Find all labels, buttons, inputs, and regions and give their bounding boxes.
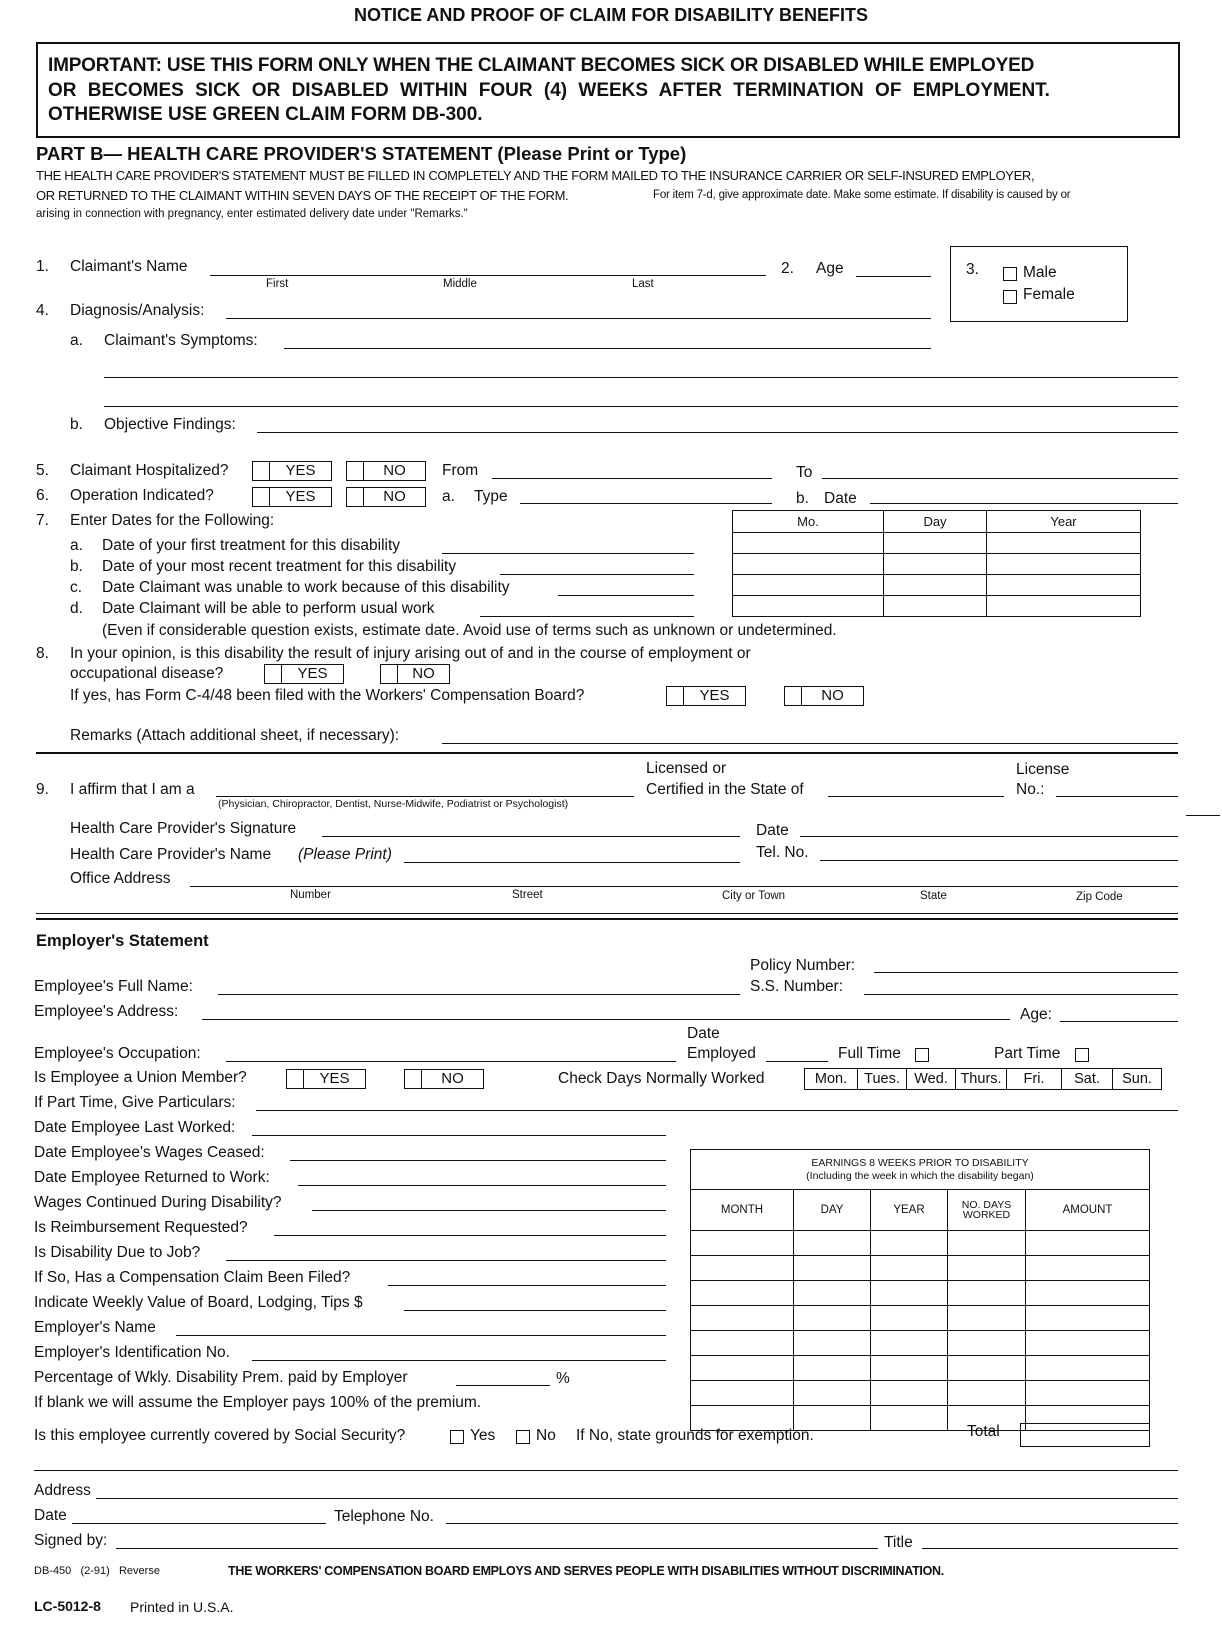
- male-label: Male: [1023, 264, 1057, 281]
- female-label: Female: [1023, 286, 1075, 303]
- margin-mark: [1186, 815, 1220, 816]
- earn-cell[interactable]: [794, 1356, 871, 1381]
- license-label: License: [1016, 761, 1070, 778]
- q7d-field[interactable]: [480, 616, 694, 617]
- employed-label: Employed: [687, 1045, 756, 1062]
- dates-label: Enter Dates for the Following:: [70, 512, 275, 529]
- date-cell[interactable]: [987, 554, 1141, 575]
- earn-cell[interactable]: [794, 1231, 871, 1256]
- hospital-from-label: From: [442, 462, 479, 479]
- q7a-field[interactable]: [442, 553, 694, 554]
- earn-cell[interactable]: [794, 1306, 871, 1331]
- full-time-checkbox[interactable]: [915, 1048, 929, 1062]
- date-cell[interactable]: [987, 575, 1141, 596]
- part-time-label: Part Time: [994, 1045, 1061, 1062]
- no-label: NO: [397, 665, 449, 683]
- earnings-subtitle: (Including the week in which the disability began): [806, 1169, 1034, 1182]
- symptoms-line-3[interactable]: [104, 406, 1178, 407]
- q6a-letter: a.: [442, 488, 455, 505]
- full-time-label: Full Time: [838, 1045, 901, 1062]
- day-thurs[interactable]: Thurs.: [955, 1069, 1006, 1089]
- ss-yes-checkbox[interactable]: [450, 1430, 464, 1444]
- c448-yes-box[interactable]: [666, 686, 746, 706]
- no-label: NO: [801, 687, 863, 705]
- date-employed-date: Date: [687, 1025, 720, 1042]
- earn-cell[interactable]: [1026, 1356, 1150, 1381]
- earn-day-header: DAY: [794, 1190, 871, 1231]
- employer-heading: Employer's Statement: [36, 932, 209, 950]
- bottom-address-label: Address: [34, 1482, 91, 1499]
- sig-date-label: Date: [756, 822, 789, 839]
- q6-number: 6.: [36, 487, 49, 504]
- earn-cell[interactable]: [1026, 1306, 1150, 1331]
- day-sat[interactable]: Sat.: [1061, 1069, 1112, 1089]
- date-cell[interactable]: [733, 533, 884, 554]
- title-label: Title: [884, 1534, 913, 1551]
- q7d-letter: d.: [70, 600, 83, 617]
- earnings-title-cell: [691, 1150, 1150, 1190]
- part-time-checkbox[interactable]: [1075, 1048, 1089, 1062]
- age-label: Age: [816, 260, 844, 277]
- ss-no-checkbox[interactable]: [516, 1430, 530, 1444]
- employer-id-field[interactable]: [252, 1360, 666, 1361]
- union-no-box[interactable]: [404, 1069, 484, 1089]
- earn-cell[interactable]: [794, 1331, 871, 1356]
- earn-cell[interactable]: [948, 1281, 1026, 1306]
- name-middle-caption: Middle: [443, 278, 477, 290]
- title-field[interactable]: [922, 1548, 1178, 1549]
- license-no-label: No.:: [1016, 781, 1045, 798]
- earn-year-header: YEAR: [871, 1190, 948, 1231]
- part-b-instruction-1: THE HEALTH CARE PROVIDER'S STATEMENT MUST BE FILLED IN COMPLETELY AND THE FORM MAILED TO THE INSURANCE CARRIER OR SELF-INSURED EMPLOYER,: [36, 168, 1035, 183]
- tel-label: Tel. No.: [756, 844, 809, 861]
- q5-number: 5.: [36, 462, 49, 479]
- q7-number: 7.: [36, 512, 49, 529]
- yes-label: YES: [269, 488, 331, 506]
- form-code: DB-450 (2-91) Reverse: [34, 1565, 160, 1577]
- operation-yes-box[interactable]: [252, 487, 332, 507]
- union-yes-box[interactable]: [286, 1069, 366, 1089]
- earn-cell[interactable]: [691, 1356, 794, 1381]
- wages-continued-field[interactable]: [312, 1210, 666, 1211]
- operation-label: Operation Indicated?: [70, 487, 214, 504]
- occupation-label: Employee's Occupation:: [34, 1045, 201, 1062]
- bottom-date-label: Date: [34, 1507, 67, 1524]
- earn-cell[interactable]: [948, 1381, 1026, 1406]
- policy-label: Policy Number:: [750, 957, 856, 974]
- bottom-date-field[interactable]: [72, 1523, 326, 1524]
- section-divider: [36, 752, 1178, 754]
- premium-pct-field[interactable]: [456, 1385, 550, 1386]
- c448-no-box[interactable]: [784, 686, 864, 706]
- telephone-field[interactable]: [446, 1523, 1178, 1524]
- due-to-job-label: Is Disability Due to Job?: [34, 1244, 201, 1261]
- date-cell[interactable]: [884, 554, 987, 575]
- name-last-caption: Last: [632, 278, 654, 290]
- q1-number: 1.: [36, 258, 49, 275]
- operation-date-label: Date: [824, 490, 857, 507]
- earnings-table: [690, 1149, 1150, 1431]
- ss-label: S.S. Number:: [750, 978, 844, 995]
- ss-no-label: No: [536, 1427, 556, 1444]
- earn-amount-header: AMOUNT: [1026, 1190, 1150, 1231]
- wages-ceased-field[interactable]: [290, 1160, 666, 1161]
- addr-city-caption: City or Town: [722, 890, 786, 902]
- important-line-2: OR BECOMES SICK OR DISABLED WITHIN FOUR (4) WEEKS AFTER TERMINATION OF EMPLOYMENT.: [48, 80, 1050, 101]
- operation-no-box[interactable]: [346, 487, 426, 507]
- yes-label: YES: [281, 665, 343, 683]
- printed-in-usa: Printed in U.S.A.: [130, 1599, 234, 1615]
- signature-field[interactable]: [322, 836, 740, 837]
- lc-code: LC-5012-8: [34, 1598, 101, 1614]
- earn-cell[interactable]: [948, 1256, 1026, 1281]
- year-header: Year: [987, 511, 1141, 533]
- comp-claim-label: If So, Has a Compensation Claim Been Filed?: [34, 1269, 351, 1286]
- occupational-no-box[interactable]: [380, 664, 450, 684]
- date-cell[interactable]: [733, 596, 884, 617]
- q4a-letter: a.: [70, 332, 83, 349]
- premium-pct-symbol: %: [556, 1370, 570, 1387]
- certified-label: Certified in the State of: [646, 781, 804, 798]
- earn-cell[interactable]: [691, 1231, 794, 1256]
- q6b-letter: b.: [796, 490, 809, 507]
- yes-label: YES: [683, 687, 745, 705]
- objective-findings-label: Objective Findings:: [104, 416, 236, 433]
- q7-date-grid: [732, 510, 1141, 617]
- hospitalized-yes-box[interactable]: [252, 461, 332, 481]
- operation-type-label: Type: [474, 488, 508, 505]
- occupation-field[interactable]: [226, 1061, 676, 1062]
- yes-label: YES: [303, 1070, 365, 1088]
- q3-number: 3.: [966, 261, 979, 278]
- hospital-to-field[interactable]: [822, 478, 1178, 479]
- hospital-to-label: To: [796, 464, 813, 481]
- policy-field[interactable]: [874, 972, 1178, 973]
- earn-cell[interactable]: [948, 1231, 1026, 1256]
- name-first-caption: First: [266, 278, 289, 290]
- no-label: NO: [363, 488, 425, 506]
- reimbursement-field[interactable]: [274, 1235, 666, 1236]
- earn-cell[interactable]: [794, 1256, 871, 1281]
- total-label: Total: [967, 1423, 1000, 1440]
- addr-number-caption: Number: [290, 889, 331, 901]
- hospital-from-field[interactable]: [492, 478, 772, 479]
- earn-cell[interactable]: [871, 1281, 948, 1306]
- total-amount-box[interactable]: [1020, 1423, 1150, 1447]
- occupational-yes-box[interactable]: [264, 664, 344, 684]
- q7b-letter: b.: [70, 558, 83, 575]
- double-divider-bottom: [36, 918, 1178, 920]
- day-mon[interactable]: Mon.: [814, 1071, 848, 1087]
- age-field[interactable]: [856, 276, 931, 277]
- earn-cell[interactable]: [871, 1331, 948, 1356]
- employer-name-label: Employer's Name: [34, 1319, 156, 1336]
- date-cell[interactable]: [733, 554, 884, 575]
- earn-month-header: MONTH: [691, 1190, 794, 1231]
- objective-findings-field[interactable]: [257, 432, 1178, 433]
- q8-line-1: In your opinion, is this disability the result of injury arising out of and in the course of employment or: [70, 645, 751, 662]
- due-to-job-field[interactable]: [226, 1260, 666, 1261]
- employer-id-label: Employer's Identification No.: [34, 1344, 230, 1361]
- employer-name-field[interactable]: [176, 1335, 666, 1336]
- female-checkbox[interactable]: [1003, 290, 1017, 304]
- part-b-heading: PART B— HEALTH CARE PROVIDER'S STATEMENT (Please Print or Type): [36, 143, 687, 164]
- signed-by-label: Signed by:: [34, 1532, 108, 1549]
- earn-cell[interactable]: [1026, 1256, 1150, 1281]
- hospitalized-no-box[interactable]: [346, 461, 426, 481]
- q4b-letter: b.: [70, 416, 83, 433]
- earn-cell[interactable]: [691, 1256, 794, 1281]
- part-b-instruction-3: arising in connection with pregnancy, enter estimated delivery date under "Remarks.": [36, 208, 468, 220]
- ss-field[interactable]: [864, 994, 1178, 995]
- earn-cell[interactable]: [871, 1356, 948, 1381]
- signed-by-field[interactable]: [116, 1548, 878, 1549]
- profession-caption: (Physician, Chiropractor, Dentist, Nurse-Midwife, Podiatrist or Psychologist): [218, 798, 569, 810]
- mo-header: Mo.: [733, 511, 884, 533]
- q7b-label: Date of your most recent treatment for this disability: [102, 558, 457, 575]
- sig-date-field[interactable]: [800, 836, 1178, 837]
- addr-state-caption: State: [920, 890, 947, 902]
- q4-number: 4.: [36, 302, 49, 319]
- addr-street-caption: Street: [512, 889, 543, 901]
- earn-cell[interactable]: [1026, 1331, 1150, 1356]
- full-name-label: Employee's Full Name:: [34, 978, 193, 995]
- double-divider-top: [36, 913, 1178, 914]
- no-label: NO: [363, 462, 425, 480]
- earn-cell[interactable]: [691, 1306, 794, 1331]
- full-name-field[interactable]: [218, 994, 740, 995]
- q9-number: 9.: [36, 781, 49, 798]
- age-emp-label: Age:: [1020, 1006, 1052, 1023]
- q8-line-2: occupational disease?: [70, 665, 224, 682]
- addr-zip-caption: Zip Code: [1076, 891, 1123, 903]
- q7a-letter: a.: [70, 537, 83, 554]
- q7c-label: Date Claimant was unable to work because of this disability: [102, 579, 510, 596]
- earn-cell[interactable]: [794, 1281, 871, 1306]
- earn-cell[interactable]: [871, 1306, 948, 1331]
- day-header: Day: [884, 511, 987, 533]
- earn-cell[interactable]: [794, 1381, 871, 1406]
- day-fri[interactable]: Fri.: [1006, 1069, 1061, 1089]
- important-line-3: OTHERWISE USE GREEN CLAIM FORM DB-300.: [48, 104, 483, 125]
- comp-claim-field[interactable]: [388, 1285, 666, 1286]
- board-lodging-field[interactable]: [404, 1310, 666, 1311]
- last-worked-label: Date Employee Last Worked:: [34, 1119, 236, 1136]
- date-cell[interactable]: [987, 596, 1141, 617]
- q7-note: (Even if considerable question exists, estimate date. Avoid use of terms such as unknown or undetermined.: [102, 622, 837, 639]
- date-cell[interactable]: [884, 596, 987, 617]
- blank-assumption-note: If blank we will assume the Employer pays 100% of the premium.: [34, 1394, 482, 1411]
- bottom-address-field[interactable]: [96, 1498, 1178, 1499]
- part-b-instruction-2: OR RETURNED TO THE CLAIMANT WITHIN SEVEN DAYS OF THE RECEIPT OF THE FORM.: [36, 188, 569, 203]
- ss-exemption-field[interactable]: [34, 1470, 1178, 1471]
- day-wed[interactable]: Wed.: [906, 1069, 955, 1089]
- q8-line-3: If yes, has Form C-4/48 been filed with the Workers' Compensation Board?: [70, 687, 585, 704]
- telephone-label: Telephone No.: [334, 1508, 434, 1525]
- earn-cell[interactable]: [871, 1256, 948, 1281]
- claimant-name-label: Claimant's Name: [70, 258, 188, 275]
- license-no-field[interactable]: [1056, 796, 1178, 797]
- earn-cell[interactable]: [691, 1281, 794, 1306]
- form-title: NOTICE AND PROOF OF CLAIM FOR DISABILITY BENEFITS: [353, 5, 868, 25]
- symptoms-field[interactable]: [284, 348, 931, 349]
- employed-field[interactable]: [766, 1061, 828, 1062]
- non-discrimination-statement: THE WORKERS' COMPENSATION BOARD EMPLOYS AND SERVES PEOPLE WITH DISABILITIES WITHOUT DISCRIMINATION.: [228, 1564, 944, 1578]
- day-tues[interactable]: Tues.: [857, 1069, 906, 1089]
- licensed-or-label: Licensed or: [646, 760, 727, 777]
- wages-ceased-label: Date Employee's Wages Ceased:: [34, 1144, 265, 1161]
- affirm-label: I affirm that I am a: [70, 781, 195, 798]
- premium-pct-label: Percentage of Wkly. Disability Prem. paid by Employer: [34, 1369, 408, 1386]
- address-label: Employee's Address:: [34, 1003, 179, 1020]
- ss-exemption-label: If No, state grounds for exemption.: [576, 1427, 814, 1444]
- part-time-particulars-field[interactable]: [256, 1110, 1178, 1111]
- diagnosis-label: Diagnosis/Analysis:: [70, 302, 205, 319]
- earn-days-worked-header: NO. DAYS WORKED: [948, 1190, 1026, 1231]
- earn-cell[interactable]: [1026, 1231, 1150, 1256]
- returned-to-work-label: Date Employee Returned to Work:: [34, 1169, 270, 1186]
- q7c-letter: c.: [70, 579, 83, 596]
- union-label: Is Employee a Union Member?: [34, 1069, 247, 1086]
- office-address-label: Office Address: [70, 870, 171, 887]
- sex-box: [950, 246, 1128, 322]
- earn-cell[interactable]: [871, 1231, 948, 1256]
- date-cell[interactable]: [733, 575, 884, 596]
- earn-cell[interactable]: [691, 1381, 794, 1406]
- claimant-name-field[interactable]: [210, 275, 766, 276]
- q8-number: 8.: [36, 645, 49, 662]
- part-time-particulars-label: If Part Time, Give Particulars:: [34, 1094, 236, 1111]
- tel-field[interactable]: [820, 860, 1178, 861]
- provider-name-label: Health Care Provider's Name: [70, 846, 272, 863]
- date-cell[interactable]: [884, 533, 987, 554]
- provider-name-italic: (Please Print): [298, 846, 392, 863]
- provider-name-field[interactable]: [404, 862, 740, 863]
- day-sun[interactable]: Sun.: [1112, 1069, 1161, 1089]
- last-worked-field[interactable]: [252, 1135, 666, 1136]
- ss-yes-label: Yes: [470, 1427, 496, 1444]
- hospitalized-label: Claimant Hospitalized?: [70, 462, 229, 479]
- earn-cell[interactable]: [1026, 1281, 1150, 1306]
- remarks-field[interactable]: [442, 743, 1178, 744]
- male-checkbox[interactable]: [1003, 267, 1017, 281]
- reimbursement-label: Is Reimbursement Requested?: [34, 1219, 248, 1236]
- earn-cell[interactable]: [948, 1306, 1026, 1331]
- board-lodging-label: Indicate Weekly Value of Board, Lodging, Tips $: [34, 1294, 363, 1311]
- symptoms-label: Claimant's Symptoms:: [104, 332, 258, 349]
- address-field[interactable]: [202, 1019, 1010, 1020]
- state-field[interactable]: [828, 796, 1004, 797]
- earn-cell[interactable]: [948, 1331, 1026, 1356]
- days-worked-grid: [804, 1068, 1162, 1090]
- earn-cell[interactable]: [871, 1406, 948, 1431]
- part-b-instruction-2b: For item 7-d, give approximate date. Make some estimate. If disability is caused by or: [653, 189, 1071, 201]
- earn-cell[interactable]: [948, 1356, 1026, 1381]
- check-days-label: Check Days Normally Worked: [558, 1070, 765, 1087]
- earnings-title: EARNINGS 8 WEEKS PRIOR TO DISABILITY: [811, 1156, 1029, 1169]
- signature-label: Health Care Provider's Signature: [70, 820, 297, 837]
- q2-number: 2.: [781, 260, 794, 277]
- q7a-label: Date of your first treatment for this disability: [102, 537, 401, 554]
- earn-cell[interactable]: [871, 1381, 948, 1406]
- date-cell[interactable]: [884, 575, 987, 596]
- date-cell[interactable]: [987, 533, 1141, 554]
- q7b-field[interactable]: [500, 574, 694, 575]
- operation-date-field[interactable]: [870, 503, 1178, 504]
- operation-type-field[interactable]: [520, 503, 772, 504]
- earn-cell[interactable]: [691, 1331, 794, 1356]
- profession-field[interactable]: [216, 796, 634, 797]
- yes-label: YES: [269, 462, 331, 480]
- important-line-1: IMPORTANT: USE THIS FORM ONLY WHEN THE CLAIMANT BECOMES SICK OR DISABLED WHILE EMPLOYED: [48, 55, 1035, 76]
- symptoms-line-2[interactable]: [104, 377, 1178, 378]
- no-label: NO: [421, 1070, 483, 1088]
- age-emp-field[interactable]: [1060, 1021, 1178, 1022]
- remarks-label: Remarks (Attach additional sheet, if necessary):: [70, 727, 400, 744]
- q7c-field[interactable]: [558, 595, 694, 596]
- returned-to-work-field[interactable]: [298, 1185, 666, 1186]
- diagnosis-field[interactable]: [226, 318, 931, 319]
- social-security-question: Is this employee currently covered by Social Security?: [34, 1427, 406, 1444]
- wages-continued-label: Wages Continued During Disability?: [34, 1194, 282, 1211]
- earn-cell[interactable]: [1026, 1381, 1150, 1406]
- office-address-field[interactable]: [190, 886, 1178, 887]
- q7d-label: Date Claimant will be able to perform usual work: [102, 600, 435, 617]
